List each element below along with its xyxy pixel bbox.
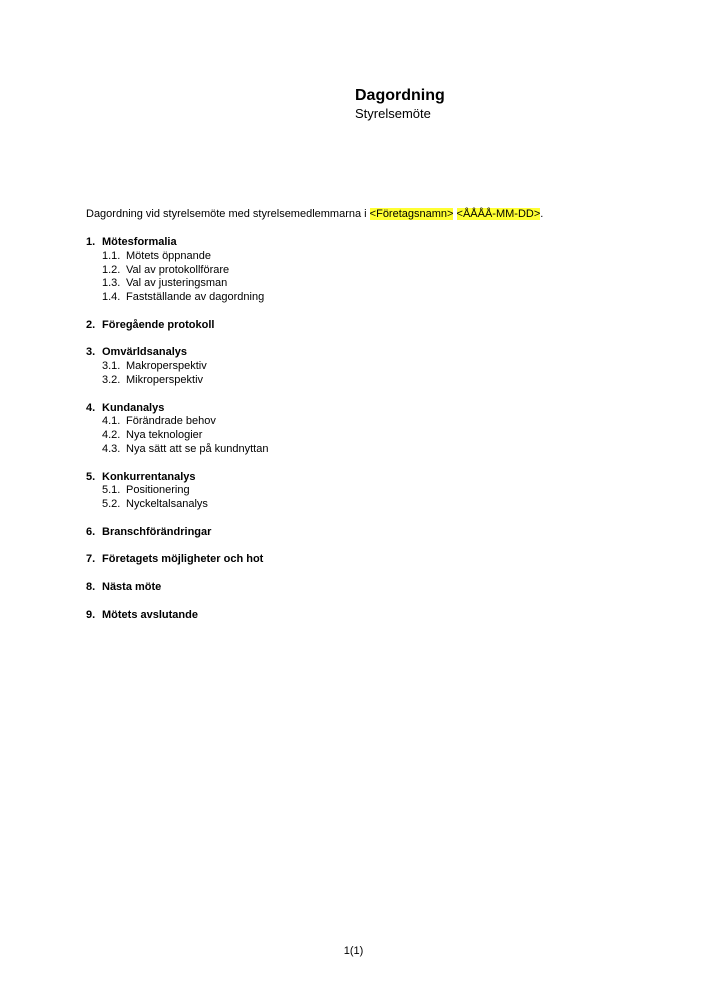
agenda-section-title: Företagets möjligheter och hot <box>102 553 264 566</box>
agenda-section <box>86 526 268 540</box>
agenda-sub-item-text: Makroperspektiv <box>126 360 207 373</box>
agenda-sub-item-number: 4.1. <box>102 415 121 428</box>
agenda-section-heading <box>86 609 268 623</box>
agenda-sub-item-text: Mikroperspektiv <box>126 373 204 386</box>
agenda-sub-item <box>86 277 268 291</box>
agenda-section-number: 9. <box>86 608 96 621</box>
agenda-sub-item-number: 4.3. <box>102 442 121 455</box>
agenda-sub-item-text: Fastställande av dagordning <box>126 291 265 304</box>
agenda-section-number: 7. <box>86 553 96 566</box>
agenda-section-heading <box>86 471 268 485</box>
agenda-section-heading <box>86 346 268 360</box>
agenda-sub-item <box>86 498 268 512</box>
agenda-sub-item-number: 1.1. <box>102 249 121 262</box>
agenda-section-heading <box>86 236 268 250</box>
agenda-sub-item-text: Nyckeltalsanalys <box>126 498 208 511</box>
agenda-section <box>86 319 268 333</box>
agenda-section-title: Omvärldsanalys <box>102 346 187 359</box>
agenda-section-title: Nästa möte <box>102 580 162 593</box>
page-number: 1(1) <box>343 945 364 957</box>
agenda-sub-item-text: Nya sätt att se på kundnyttan <box>126 442 269 455</box>
agenda-sub-item-number: 1.2. <box>102 263 121 276</box>
agenda-section-title: Föregående protokoll <box>102 318 215 331</box>
company-name-placeholder: <Företagsnamn> <box>369 208 454 220</box>
date-placeholder: <ÅÅÅÅ-MM-DD> <box>456 208 541 220</box>
agenda-section <box>86 471 268 512</box>
title-block <box>355 86 445 122</box>
agenda-section-title: Konkurrentanalys <box>102 470 196 483</box>
agenda-sub-item <box>86 250 268 264</box>
agenda-sub-item-number: 1.4. <box>102 291 121 304</box>
agenda-sub-item <box>86 415 268 429</box>
agenda-section-number: 1. <box>86 236 96 248</box>
agenda-list <box>86 236 268 636</box>
agenda-sub-item <box>86 484 268 498</box>
agenda-section-heading <box>86 581 268 595</box>
agenda-sub-item-text: Val av justeringsman <box>126 277 228 290</box>
intro-period: . <box>540 208 544 220</box>
agenda-section-heading <box>86 526 268 540</box>
agenda-section-number: 4. <box>86 401 96 414</box>
agenda-sub-item-number: 5.1. <box>102 484 121 497</box>
intro-text: Dagordning vid styrelsemöte med styrelsemedlemmarna i <box>86 208 370 220</box>
agenda-section <box>86 402 268 457</box>
agenda-section <box>86 553 268 567</box>
agenda-sub-item <box>86 443 268 457</box>
agenda-sub-item-number: 3.2. <box>102 373 121 386</box>
agenda-sub-item-text: Val av protokollförare <box>126 263 230 276</box>
agenda-sub-item-text: Positionering <box>126 484 190 497</box>
agenda-sub-item-text: Mötets öppnande <box>126 249 212 262</box>
agenda-section <box>86 346 268 387</box>
agenda-sub-item <box>86 429 268 443</box>
agenda-section-title: Branschförändringar <box>102 525 212 538</box>
agenda-section-title: Kundanalys <box>102 401 165 414</box>
agenda-section-heading <box>86 553 268 567</box>
agenda-sub-item-number: 5.2. <box>102 498 121 511</box>
agenda-sub-item-number: 4.2. <box>102 429 121 442</box>
agenda-section-number: 5. <box>86 470 96 483</box>
agenda-section-number: 3. <box>86 346 96 359</box>
agenda-sub-item <box>86 264 268 278</box>
agenda-section-title: Mötets avslutande <box>102 608 198 621</box>
agenda-section <box>86 236 268 305</box>
agenda-section-heading <box>86 402 268 416</box>
agenda-section-title: Mötesformalia <box>102 236 177 248</box>
page-title: Dagordning <box>355 87 445 104</box>
agenda-section <box>86 581 268 595</box>
agenda-sub-item <box>86 374 268 388</box>
agenda-sub-item <box>86 360 268 374</box>
agenda-sub-item <box>86 291 268 305</box>
agenda-section-heading <box>86 319 268 333</box>
agenda-sub-item-text: Nya teknologier <box>126 429 203 442</box>
agenda-section <box>86 609 268 623</box>
agenda-sub-item-text: Förändrade behov <box>126 415 216 428</box>
intro-paragraph <box>86 207 543 221</box>
agenda-section-number: 8. <box>86 580 96 593</box>
agenda-section-number: 2. <box>86 318 96 331</box>
agenda-sub-item-number: 1.3. <box>102 277 121 290</box>
agenda-sub-item-number: 3.1. <box>102 360 121 373</box>
agenda-section-number: 6. <box>86 525 96 538</box>
page-subtitle: Styrelsemöte <box>355 106 431 121</box>
